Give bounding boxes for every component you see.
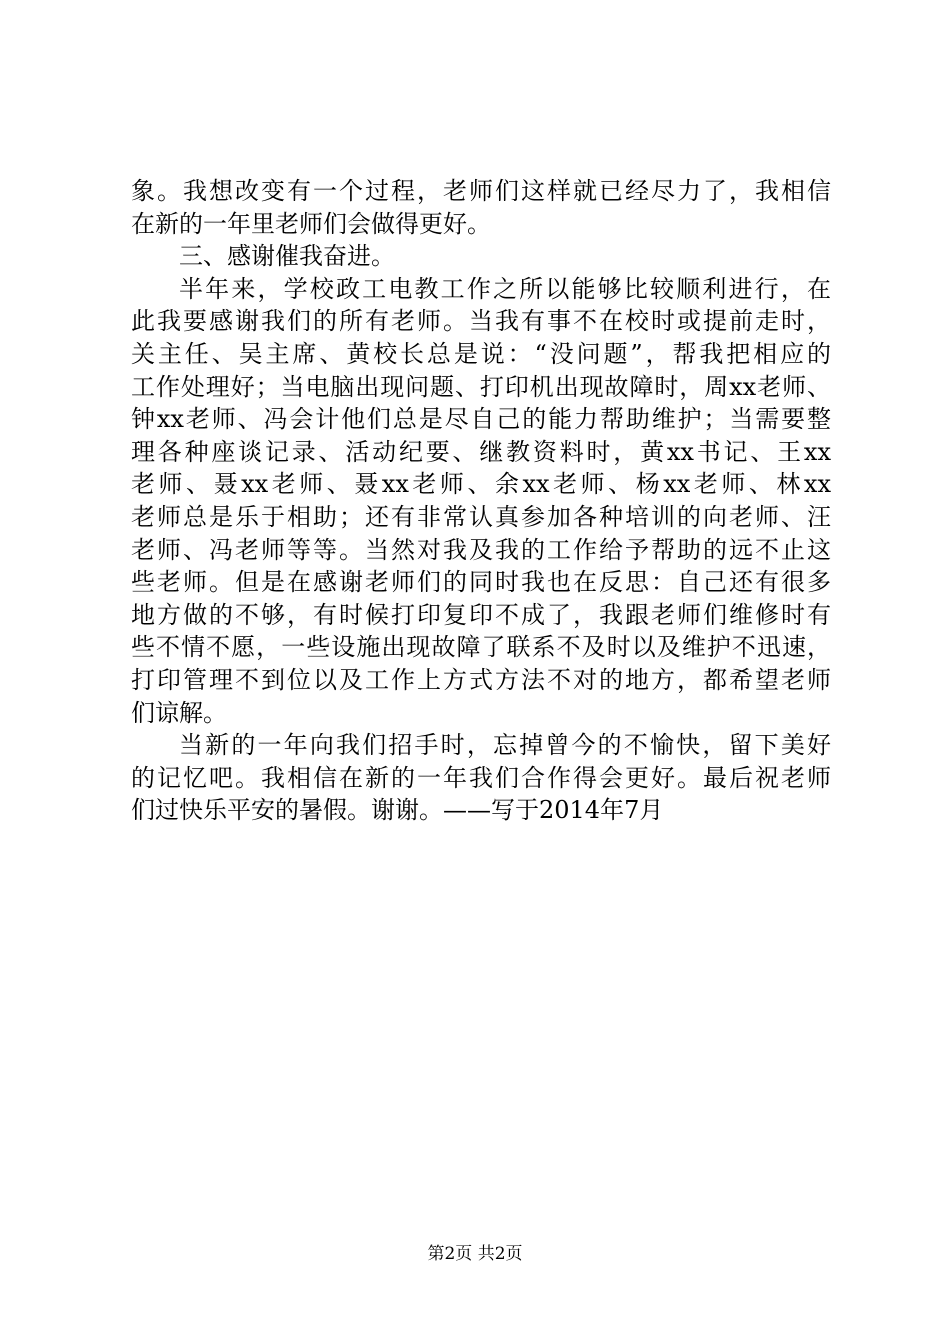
text-line: 些不情不愿，一些设施出现故障了联系不及时以及维护不迅速，	[131, 633, 831, 662]
page-number-label: 第2页 共2页	[427, 1244, 523, 1264]
text-line: 打印管理不到位以及工作上方式方法不对的地方，都希望老师	[131, 665, 831, 694]
document-body	[131, 175, 831, 827]
text-line: 在新的一年里老师们会做得更好。	[131, 209, 491, 238]
text-line: 们过快乐平安的暑假。谢谢。——写于2014年7月	[131, 796, 664, 825]
text-line: 些老师。但是在感谢老师们的同时我也在反思：自己还有很多	[131, 568, 831, 597]
page-footer	[0, 1243, 950, 1265]
text-line: 们谅解。	[131, 698, 227, 727]
text-line: 老师、聂xx老师、聂xx老师、余xx老师、杨xx老师、林xx	[131, 470, 831, 499]
text-line: 老师总是乐于相助；还有非常认真参加各种培训的向老师、汪	[131, 502, 831, 531]
section-heading: 三、感谢催我奋进。	[179, 242, 395, 271]
paragraph-first-line: 当新的一年向我们招手时，忘掉曾今的不愉快，留下美好	[179, 731, 831, 760]
text-line: 老师、冯老师等等。当然对我及我的工作给予帮助的远不止这	[131, 535, 831, 564]
text-line: 理各种座谈记录、活动纪要、继教资料时，黄xx书记、王xx	[131, 437, 831, 466]
text-line: 地方做的不够，有时候打印复印不成了，我跟老师们维修时有	[131, 600, 831, 629]
text-line: 关主任、吴主席、黄校长总是说：“没问题”，帮我把相应的	[131, 339, 831, 368]
text-line: 此我要感谢我们的所有老师。当我有事不在校时或提前走时，	[131, 307, 831, 336]
text-line: 的记忆吧。我相信在新的一年我们合作得会更好。最后祝老师	[131, 763, 831, 792]
text-line: 象。我想改变有一个过程，老师们这样就已经尽力了，我相信	[131, 177, 831, 205]
text-line: 工作处理好；当电脑出现问题、打印机出现故障时，周xx老师、	[131, 372, 831, 401]
text-line: 钟xx老师、冯会计他们总是尽自己的能力帮助维护；当需要整	[131, 405, 831, 434]
paragraph-first-line: 半年来，学校政工电教工作之所以能够比较顺利进行，在	[179, 274, 831, 303]
